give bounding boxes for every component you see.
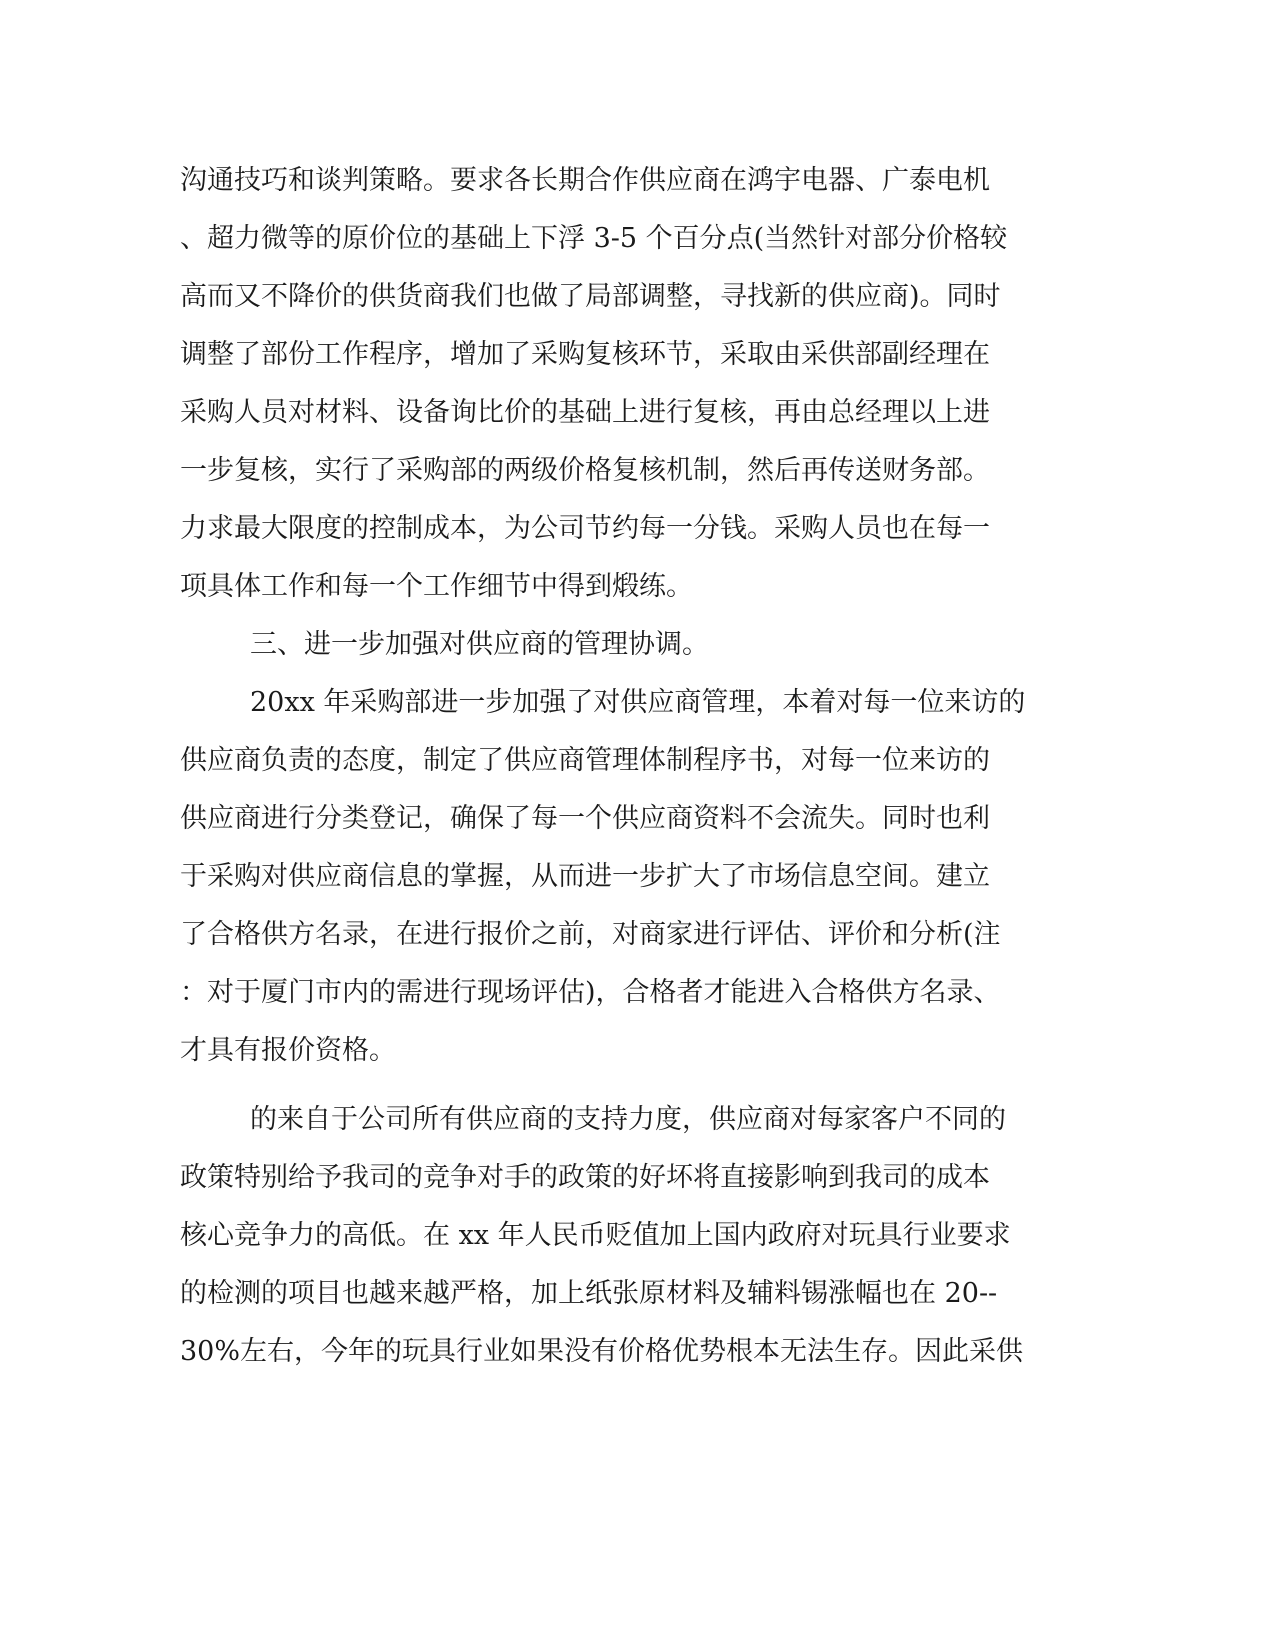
text-line: 采购人员对材料、设备询比价的基础上进行复核，再由总经理以上进 xyxy=(180,397,990,428)
text-line: 于采购对供应商信息的掌握，从而进一步扩大了市场信息空间。建立 xyxy=(180,861,990,892)
text-line: 的来自于公司所有供应商的支持力度，供应商对每家客户不同的 xyxy=(250,1104,1006,1135)
text-line: 高而又不降价的供货商我们也做了局部调整，寻找新的供应商)。同时 xyxy=(180,281,1001,312)
text-line: ：对于厦门市内的需进行现场评估)，合格者才能进入合格供方名录、 xyxy=(180,977,1001,1008)
text-line: 调整了部份工作程序，增加了采购复核环节，采取由采供部副经理在 xyxy=(180,339,990,370)
text-line: 才具有报价资格。 xyxy=(180,1035,396,1066)
text-line: 项具体工作和每一个工作细节中得到煅练。 xyxy=(180,571,693,602)
text-line: 核心竞争力的高低。在 xx 年人民币贬值加上国内政府对玩具行业要求 xyxy=(180,1220,1011,1251)
text-line: 政策特别给予我司的竞争对手的政策的好坏将直接影响到我司的成本 xyxy=(180,1162,990,1193)
text-line: 了合格供方名录，在进行报价之前，对商家进行评估、评价和分析(注 xyxy=(180,919,1001,950)
text-line: 30%左右，今年的玩具行业如果没有价格优势根本无法生存。因此采供 xyxy=(180,1336,1024,1367)
text-line: 供应商负责的态度，制定了供应商管理体制程序书，对每一位来访的 xyxy=(180,745,990,776)
section-heading: 三、进一步加强对供应商的管理协调。 xyxy=(250,629,709,660)
text-line: 供应商进行分类登记，确保了每一个供应商资料不会流失。同时也利 xyxy=(180,803,990,834)
text-line: 一步复核，实行了采购部的两级价格复核机制，然后再传送财务部。 xyxy=(180,455,990,486)
text-line: 沟通技巧和谈判策略。要求各长期合作供应商在鸿宇电器、广泰电机 xyxy=(180,165,990,196)
text-line: 20xx 年采购部进一步加强了对供应商管理，本着对每一位来访的 xyxy=(250,687,1026,718)
text-line: 的检测的项目也越来越严格，加上纸张原材料及辅料锡涨幅也在 20-- xyxy=(180,1278,998,1309)
text-line: 力求最大限度的控制成本，为公司节约每一分钱。采购人员也在每一 xyxy=(180,513,990,544)
text-line: 、超力微等的原价位的基础上下浮 3-5 个百分点(当然针对部分价格较 xyxy=(180,223,1008,254)
